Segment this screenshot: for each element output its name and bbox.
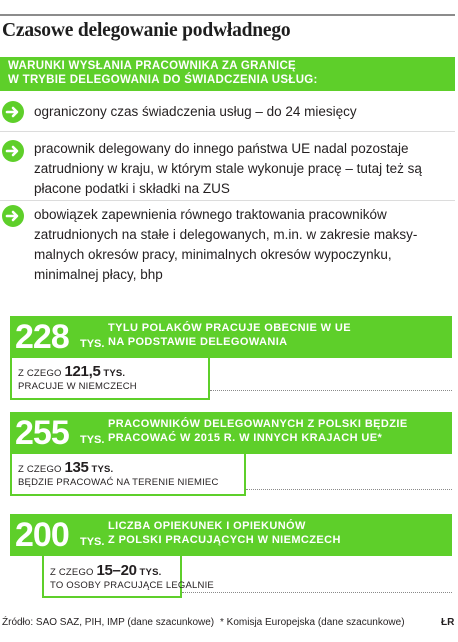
sub-value: 15–20	[96, 562, 137, 579]
conditions-header	[0, 57, 455, 91]
source-note: Źródło: SAO SAZ, PIH, IMP (dane szacunkowe)	[2, 617, 215, 628]
stat-sub-line	[18, 459, 113, 476]
condition-line: minimalnej płacy, bhp	[34, 267, 163, 282]
condition-line: obowiązek zapewnienia równego traktowania pracowników	[34, 207, 387, 222]
divider	[0, 131, 455, 132]
sub-unit: TYS.	[139, 567, 162, 578]
stat-value: 255	[15, 414, 69, 452]
stat-unit: TYS.	[80, 434, 105, 446]
condition-text	[34, 205, 452, 285]
sub-value: 135	[64, 459, 89, 476]
dotted-rule	[210, 390, 452, 391]
stat-sub-line	[50, 562, 161, 579]
stat-sub-box	[42, 556, 214, 598]
sub-prefix: Z CZEGO	[50, 567, 94, 578]
sub-prefix: Z CZEGO	[18, 464, 62, 475]
stat-box	[10, 316, 452, 358]
divider	[0, 200, 455, 201]
condition-line: zatrudnionych na stałe i delegowanych, m.in. w zakresie maksy-	[34, 227, 418, 242]
stat-desc-line2: PRACOWAĆ W 2015 R. W INNYCH KRAJACH UE*	[108, 432, 383, 444]
sub-unit: TYS.	[91, 464, 114, 475]
sub-desc: TO OSOBY PRACUJĄCE LEGALNIE	[50, 580, 214, 591]
footnote: * Komisja Europejska (dane szacunkowe)	[220, 617, 405, 628]
stat-unit: TYS.	[80, 536, 105, 548]
stat-box	[10, 514, 452, 556]
condition-line: ograniczony czas świadczenia usług – do 24 miesięcy	[34, 104, 357, 119]
stat-desc-line2: NA PODSTAWIE DELEGOWANIA	[108, 336, 288, 348]
stat-desc-line1: LICZBA OPIEKUNEK I OPIEKUNÓW	[108, 520, 306, 532]
condition-text	[34, 139, 452, 199]
author-credit: ŁR	[441, 617, 455, 628]
arrow-right-circle-icon	[2, 140, 24, 162]
conditions-header-line1: WARUNKI WYSŁANIA PRACOWNIKA ZA GRANICĘ	[8, 60, 297, 72]
dotted-rule	[182, 592, 452, 593]
stat-sub-line	[18, 363, 125, 380]
sub-unit: TYS.	[103, 368, 126, 379]
conditions-header-line2: W TRYBIE DELEGOWANIA DO ŚWIADCZENIA USŁUG:	[8, 74, 318, 86]
dotted-rule	[246, 489, 452, 490]
sub-value: 121,5	[64, 363, 101, 380]
condition-line: płacone podatki i składki na ZUS	[34, 181, 230, 196]
condition-line: malnych okresów pracy, minimalnych okresów wypoczynku,	[34, 247, 392, 262]
sub-desc: BĘDZIE PRACOWAĆ NA TERENIE NIEMIEC	[18, 477, 219, 488]
stat-desc-line1: PRACOWNIKÓW DELEGOWANYCH Z POLSKI BĘDZIE	[108, 418, 408, 430]
condition-text	[34, 102, 452, 122]
condition-line: pracownik delegowany do innego państwa UE nadal pozostaje	[34, 141, 409, 156]
stat-unit: TYS.	[80, 338, 105, 350]
sub-prefix: Z CZEGO	[18, 368, 62, 379]
condition-line: zatrudniony w kraju, w którym stale wykonuje pracę – tutaj też są	[34, 161, 422, 176]
stat-sub-box	[10, 358, 210, 400]
stat-sub-box	[10, 454, 246, 496]
stat-value: 200	[15, 516, 69, 554]
arrow-right-circle-icon	[2, 101, 24, 123]
stat-value: 228	[15, 318, 69, 356]
top-rule	[0, 14, 455, 16]
stat-desc-line2: Z POLSKI PRACUJĄCYCH W NIEMCZECH	[108, 534, 341, 546]
stat-box	[10, 412, 452, 454]
stat-desc-line1: TYLU POLAKÓW PRACUJE OBECNIE W UE	[108, 322, 351, 334]
sub-desc: PRACUJE W NIEMCZECH	[18, 381, 137, 392]
page-title: Czasowe delegowanie podwładnego	[2, 20, 291, 41]
arrow-right-circle-icon	[2, 205, 24, 227]
